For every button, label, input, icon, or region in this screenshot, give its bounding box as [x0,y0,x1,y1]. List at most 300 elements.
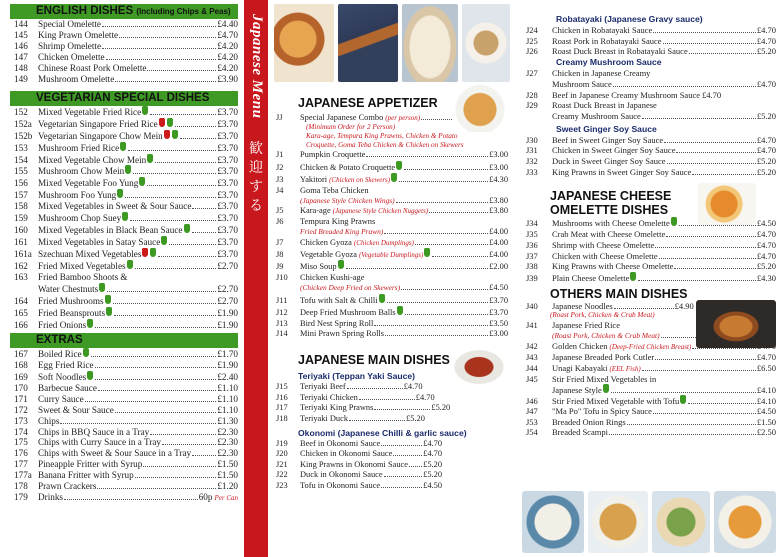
item-price: £4.10 [756,385,776,396]
green-chili-icon [630,272,636,281]
item-price: £4.70 [756,145,776,156]
item-number: 166 [14,319,28,330]
item-price: 60p [198,492,213,503]
menu-item [0,427,244,438]
item-name: Mixed Vegetables in Sweet & Sour Sauce [38,201,192,212]
item-number: 149 [14,73,28,84]
dotted-leader [128,150,216,151]
item-price: £3.70 [217,106,238,117]
dotted-leader [115,412,217,413]
item-price: £5.20 [406,413,425,423]
welcome-kanji: 歓迎する [249,141,263,214]
item-number: J6 [276,216,284,226]
menu-item [268,260,512,272]
item-name: Teriyaki King Prawns [300,403,374,413]
item-number: J20 [276,449,288,459]
menu-item [512,167,780,178]
menu-item [0,19,244,30]
item-price: £1.10 [217,404,238,415]
dotted-leader [384,233,488,234]
item-number: 160 [14,225,28,236]
item-number: 157 [14,190,28,201]
item-price: £4.70 [756,25,776,35]
dotted-leader [60,423,216,424]
item-price: £4.20 [217,40,238,51]
item-number: J21 [276,459,288,469]
item-name: Unagi Kabayaki [552,362,608,373]
item-number: 172 [14,404,28,415]
item-name: Teriyaki Chicken [300,392,358,402]
dotted-leader [115,81,216,82]
item-number: J53 [526,416,538,427]
green-chili-icon [120,142,126,151]
item-number: 152 [14,106,28,117]
item-number: J39 [526,272,538,283]
teriyaki-photo [450,347,508,387]
item-name: Curry Sauce [38,393,84,404]
item-price: £3.00 [489,150,508,160]
menu-item [0,295,244,307]
green-chili-icon [397,306,403,315]
item-number: J4 [276,185,284,195]
item-note: Kara-age, Tempura King Prawns, Chicken & Potato [306,132,458,141]
item-price: £3.70 [217,190,238,201]
item-number: J42 [526,341,538,352]
dotted-leader [64,499,198,500]
dotted-leader [655,359,756,360]
item-price: £3.70 [489,308,508,318]
item-price: £5.20 [423,459,442,469]
item-name: Vegetarian Singapore Chow Mein [38,130,163,141]
item-name: Mixed Vegetables in Satay Sauce [38,237,161,248]
dotted-leader [192,455,216,456]
menu-item [512,352,780,362]
okonomi-subheading: Okonomi (Japanese Chilli & garlic sauce) [298,427,467,438]
skewers-photo [338,4,398,82]
item-name: Mini Prawn Spring Rolls [300,328,384,338]
menu-item [512,363,780,374]
item-price: £4.70 [756,229,776,240]
red-chili-icon [164,130,170,139]
column-japanese-appetizer-main [268,0,512,557]
item-name: Mushroom Fried Rice [38,142,120,153]
green-chili-icon [147,154,153,163]
item-name: Chips with Sweet & Sour Sauce in a Tray [38,448,192,459]
item-number: J28 [526,89,538,100]
dotted-leader [97,488,216,489]
dotted-leader [162,444,216,445]
dotted-leader [381,445,422,446]
item-price: £3.70 [217,225,238,236]
dotted-leader [155,162,216,163]
menu-item [512,36,780,47]
item-number: J44 [526,362,538,373]
menu-item [512,374,780,384]
item-name: Egg Fried Rice [38,359,94,370]
item-number: 156 [14,178,28,189]
item-name: Mushrooms with Cheese Omelette [552,218,670,229]
item-name: Mushroom Chop Suey [38,213,122,224]
dotted-leader [676,152,755,153]
item-price: £4.70 [423,449,442,459]
dotted-leader [415,244,488,245]
item-name: Breaded Scampi [552,426,608,437]
green-chili-icon [83,348,89,357]
item-price: £4.00 [489,237,508,247]
item-name: Mixed Vegetable Foo Yung [38,178,139,189]
dotted-leader [653,32,756,33]
item-name: Duck in Okonomi Sauce [300,470,383,480]
item-note: (Minimum Order for 2 Person) [306,123,396,132]
dotted-leader [667,163,756,164]
dotted-leader [692,348,756,349]
menu-item [512,272,780,284]
item-number: 174 [14,426,28,437]
dotted-leader [102,26,216,27]
item-name: Chicken Kushi-age [300,272,365,282]
green-chili-icon [99,283,105,292]
dotted-leader [642,370,756,371]
dotted-leader [611,392,756,393]
item-number: J9 [276,262,284,272]
item-number: J7 [276,237,284,247]
dotted-leader [393,455,422,456]
item-note: (Chicken Dumplings) [353,238,414,247]
item-name: Chips [38,415,60,426]
okonomi-list [268,439,512,491]
item-number: 168 [14,359,28,370]
menu-item [512,111,780,122]
item-price: £4.70 [756,35,776,46]
menu-item [268,273,512,283]
item-price: £5.20 [756,46,776,57]
item-number: J46 [526,396,538,407]
appetizer-list [268,113,512,339]
menu-item [268,470,512,480]
item-name: Mixed Vegetable Fried Rice [38,106,142,117]
item-number: 177 [14,459,28,470]
item-price: £3.70 [217,178,238,189]
item-number: 176 [14,448,28,459]
tempura-photo [452,82,508,132]
menu-item [0,307,244,319]
dotted-leader [119,37,216,38]
item-name: Chicken & Potato Croquette [300,162,396,172]
menu-item [512,46,780,57]
menu-item [0,260,244,272]
menu-item [268,161,512,173]
menu-item [0,130,244,142]
green-chili-icon [671,217,677,226]
item-name: (Chicken Deep Fried on Skewers) [300,283,401,293]
item-number: 148 [14,62,28,73]
item-name: Fried Beansprouts [38,307,106,318]
item-number: J36 [526,239,538,250]
item-number: 163 [14,272,28,283]
item-name: (Japanese Style Chicken Wings) [300,196,395,206]
gyoza-photo [402,4,458,82]
menu-item [512,395,780,406]
item-name: Mixed Vegetables in Black Bean Sauce [38,225,183,236]
item-number: J3 [276,175,284,185]
item-name: Pineapple Fritter with Syrup [38,459,143,470]
item-number: J35 [526,229,538,240]
item-name: Teriyaki Beef [300,382,346,392]
menu-item [0,383,244,394]
dotted-leader [349,420,405,421]
item-price: £1.50 [217,470,238,481]
item-number: 152b [14,130,33,141]
item-note: (Deep-Fried Chicken Breast) [609,343,692,352]
item-price: £3.70 [217,130,238,141]
dotted-leader [347,388,403,389]
item-number: J33 [526,166,538,177]
dotted-leader [135,268,217,269]
dotted-leader [133,173,216,174]
item-name: Tempura King Prawns [300,216,376,226]
menu-item [268,217,512,227]
menu-item [0,371,244,383]
menu-item [512,25,780,36]
item-number: J13 [276,318,288,328]
menu-item [512,145,780,156]
item-name: Breaded Onion Rings [552,416,626,427]
item-price: £1.90 [217,359,238,370]
dotted-leader [663,43,756,44]
item-name: Stir Fried Mixed Vegetable with Tofu [552,396,680,407]
item-name: Banana Fritter with Syrup [38,470,134,481]
item-number: J10 [276,272,288,282]
dotted-leader [405,314,489,315]
item-price: £3.00 [489,162,508,172]
item-name: Chicken in Sweet Ginger Soy Sauce [552,145,676,156]
item-note: (EEL Fish) [609,364,641,373]
item-price: £3.00 [489,328,508,338]
item-name: Shrimp with Cheese Omelette [552,239,655,250]
menu-item [268,248,512,260]
item-name: (Roast Pork, Chicken & Crab Meat) [552,331,660,341]
green-chili-icon [106,307,112,316]
item-number: J31 [526,145,538,156]
item-note: (per person) [385,114,421,122]
dotted-leader [385,335,488,336]
dotted-leader [192,208,216,209]
item-note: Croquette, Goma Teba Chicken & Chicken on Skewers [306,141,464,150]
item-name: Creamy Mushroom Sauce [552,110,641,121]
menu-item [268,206,512,216]
dotted-leader [98,390,216,391]
menu-item [0,459,244,470]
item-name: Beef in Okonomi Sauce [300,438,381,448]
green-chili-icon [122,212,128,221]
item-note: (Japanese Style Chicken Nuggets) [332,207,429,216]
item-price: £5.20 [423,470,442,480]
item-price: £4.70 [756,78,776,89]
item-name: Szechuan Mixed Vegetables [38,249,142,260]
dotted-leader [175,126,217,127]
item-number: J29 [526,100,538,111]
item-number: JJ [276,113,283,122]
item-number: J19 [276,438,288,448]
fried-food-photo [274,4,334,82]
menu-item [0,201,244,212]
item-name: Chicken with Cheese Omelette [552,250,658,261]
item-price: £3.70 [217,213,238,224]
item-name: Fried Mixed Vegetables [38,261,126,272]
item-name: King Prawns in Okonomi Sauce [300,459,408,469]
dotted-leader [399,181,488,182]
item-number: J37 [526,250,538,261]
vegetable-dish-photo [652,491,710,553]
green-chili-icon [87,319,93,328]
item-number: J5 [276,206,284,216]
menu-item [512,100,780,111]
menu-item [268,319,512,329]
item-name: Prawn Crackers [38,481,97,492]
item-note: (Vegetable Dumplings) [358,251,424,260]
item-price: £2.30 [217,437,238,448]
menu-item [0,165,244,177]
item-number: J17 [276,403,288,413]
creamy-subheading: Creamy Mushroom Sauce [556,57,662,68]
menu-item [268,294,512,306]
item-name: Roast Duck Breast in Japanese [552,100,657,111]
item-price: £3.50 [489,318,508,328]
green-chili-icon [338,260,344,269]
item-number: 145 [14,29,28,40]
menu-item [0,177,244,189]
menu-item [0,448,244,459]
dotted-leader [688,403,756,404]
item-name: Golden Chicken [552,341,608,352]
item-note: (Chicken on Skewers) [329,176,391,185]
item-number: 177a [14,470,32,481]
item-number: J41 [526,319,538,330]
dotted-leader [95,327,216,328]
item-price: £4.00 [489,227,508,237]
item-price: £4.70 [217,29,238,40]
item-name: Barbecue Sauce [38,382,97,393]
item-number: 178 [14,481,28,492]
item-price: £4.50 [756,218,776,229]
item-price: £1.50 [756,416,776,427]
item-price: £4.70 [756,134,776,145]
item-price: £4.90 [674,300,694,311]
item-number: 171 [14,393,28,404]
menu-item [512,406,780,416]
item-name: Roast Duck Breast in Robatayaki Sauce [552,46,688,57]
menu-item [0,481,244,492]
item-price: £2.30 [217,426,238,437]
item-number: J16 [276,392,288,402]
item-name: Chinese Roast Pork Omelette [38,62,147,73]
fried-prawn-photo [714,491,776,553]
dotted-leader [609,434,756,435]
item-name: Sweet & Sour Sauce [38,404,114,415]
item-note: Per Can [214,494,238,503]
item-name: Japanese Breaded Pork Cutler [552,352,655,363]
item-price: £4.50 [756,406,776,417]
teriyaki-list [268,382,512,424]
menu-item [512,240,780,251]
green-chili-icon [139,177,145,186]
ginger-list [512,135,780,178]
item-number: 161 [14,237,28,248]
creamy-list [512,68,780,122]
green-chili-icon [150,248,156,257]
item-price: £2.00 [489,262,508,272]
menu-item [268,227,512,237]
menu-item [512,229,780,240]
item-price: £2.30 [217,448,238,459]
menu-item [268,403,512,413]
item-price: £4.30 [489,175,508,185]
rice-bowl-photo [522,491,584,553]
item-number: J40 [526,300,538,311]
dotted-leader [381,487,422,488]
item-number: 146 [14,40,28,51]
dotted-leader [107,291,216,292]
item-price: £4.20 [217,51,238,62]
item-name: Pumpkin Croquette [300,150,366,160]
dotted-leader [692,174,756,175]
menu-item [0,319,244,331]
item-name: Tofu in Okonomi Sauce [300,480,381,490]
dotted-leader [653,413,756,414]
menu-item [0,348,244,360]
item-name: Teriyaki Duck [300,413,349,423]
item-name: Japanese Style [552,385,602,396]
menu-item [0,142,244,154]
item-number: 144 [14,19,28,29]
dotted-leader [106,59,217,60]
menu-item [0,236,244,248]
item-name: Japanese Noodles [552,300,613,311]
menu-item [268,196,512,206]
dotted-leader [374,409,430,410]
item-price: £3.70 [217,237,238,248]
item-name: Vegetarian Singapore Fried Rice [38,118,158,129]
dotted-leader [655,247,756,248]
dotted-leader [150,434,216,435]
item-number: 162 [14,261,28,272]
item-number: J25 [526,35,538,46]
item-number: 165 [14,307,28,318]
item-name: Boiled Rice [38,348,82,359]
main-dishes-heading: JAPANESE MAIN DISHES [298,353,450,368]
green-chili-icon [127,260,133,269]
dotted-leader [679,225,756,226]
dotted-leader [666,236,756,237]
menu-item [0,30,244,41]
dotted-leader [359,399,415,400]
item-number: J30 [526,134,538,145]
menu-item [512,90,780,101]
appetizer-heading: JAPANESE APPETIZER [298,96,438,110]
item-name: Mixed Vegetable Chow Mein [38,154,147,165]
item-number: J54 [526,426,538,437]
extras-list [0,348,244,504]
item-price: £3.70 [217,166,238,177]
item-name: Duck in Sweet Ginger Soy Sauce [552,156,666,167]
dotted-leader [135,477,217,478]
menu-item [0,52,244,63]
dotted-leader [614,308,674,309]
item-name: Chicken in Okonomi Sauce [300,449,393,459]
dotted-leader [396,202,489,203]
item-name: Plain Cheese Omelette [552,272,630,283]
item-price: £3.70 [217,142,238,153]
